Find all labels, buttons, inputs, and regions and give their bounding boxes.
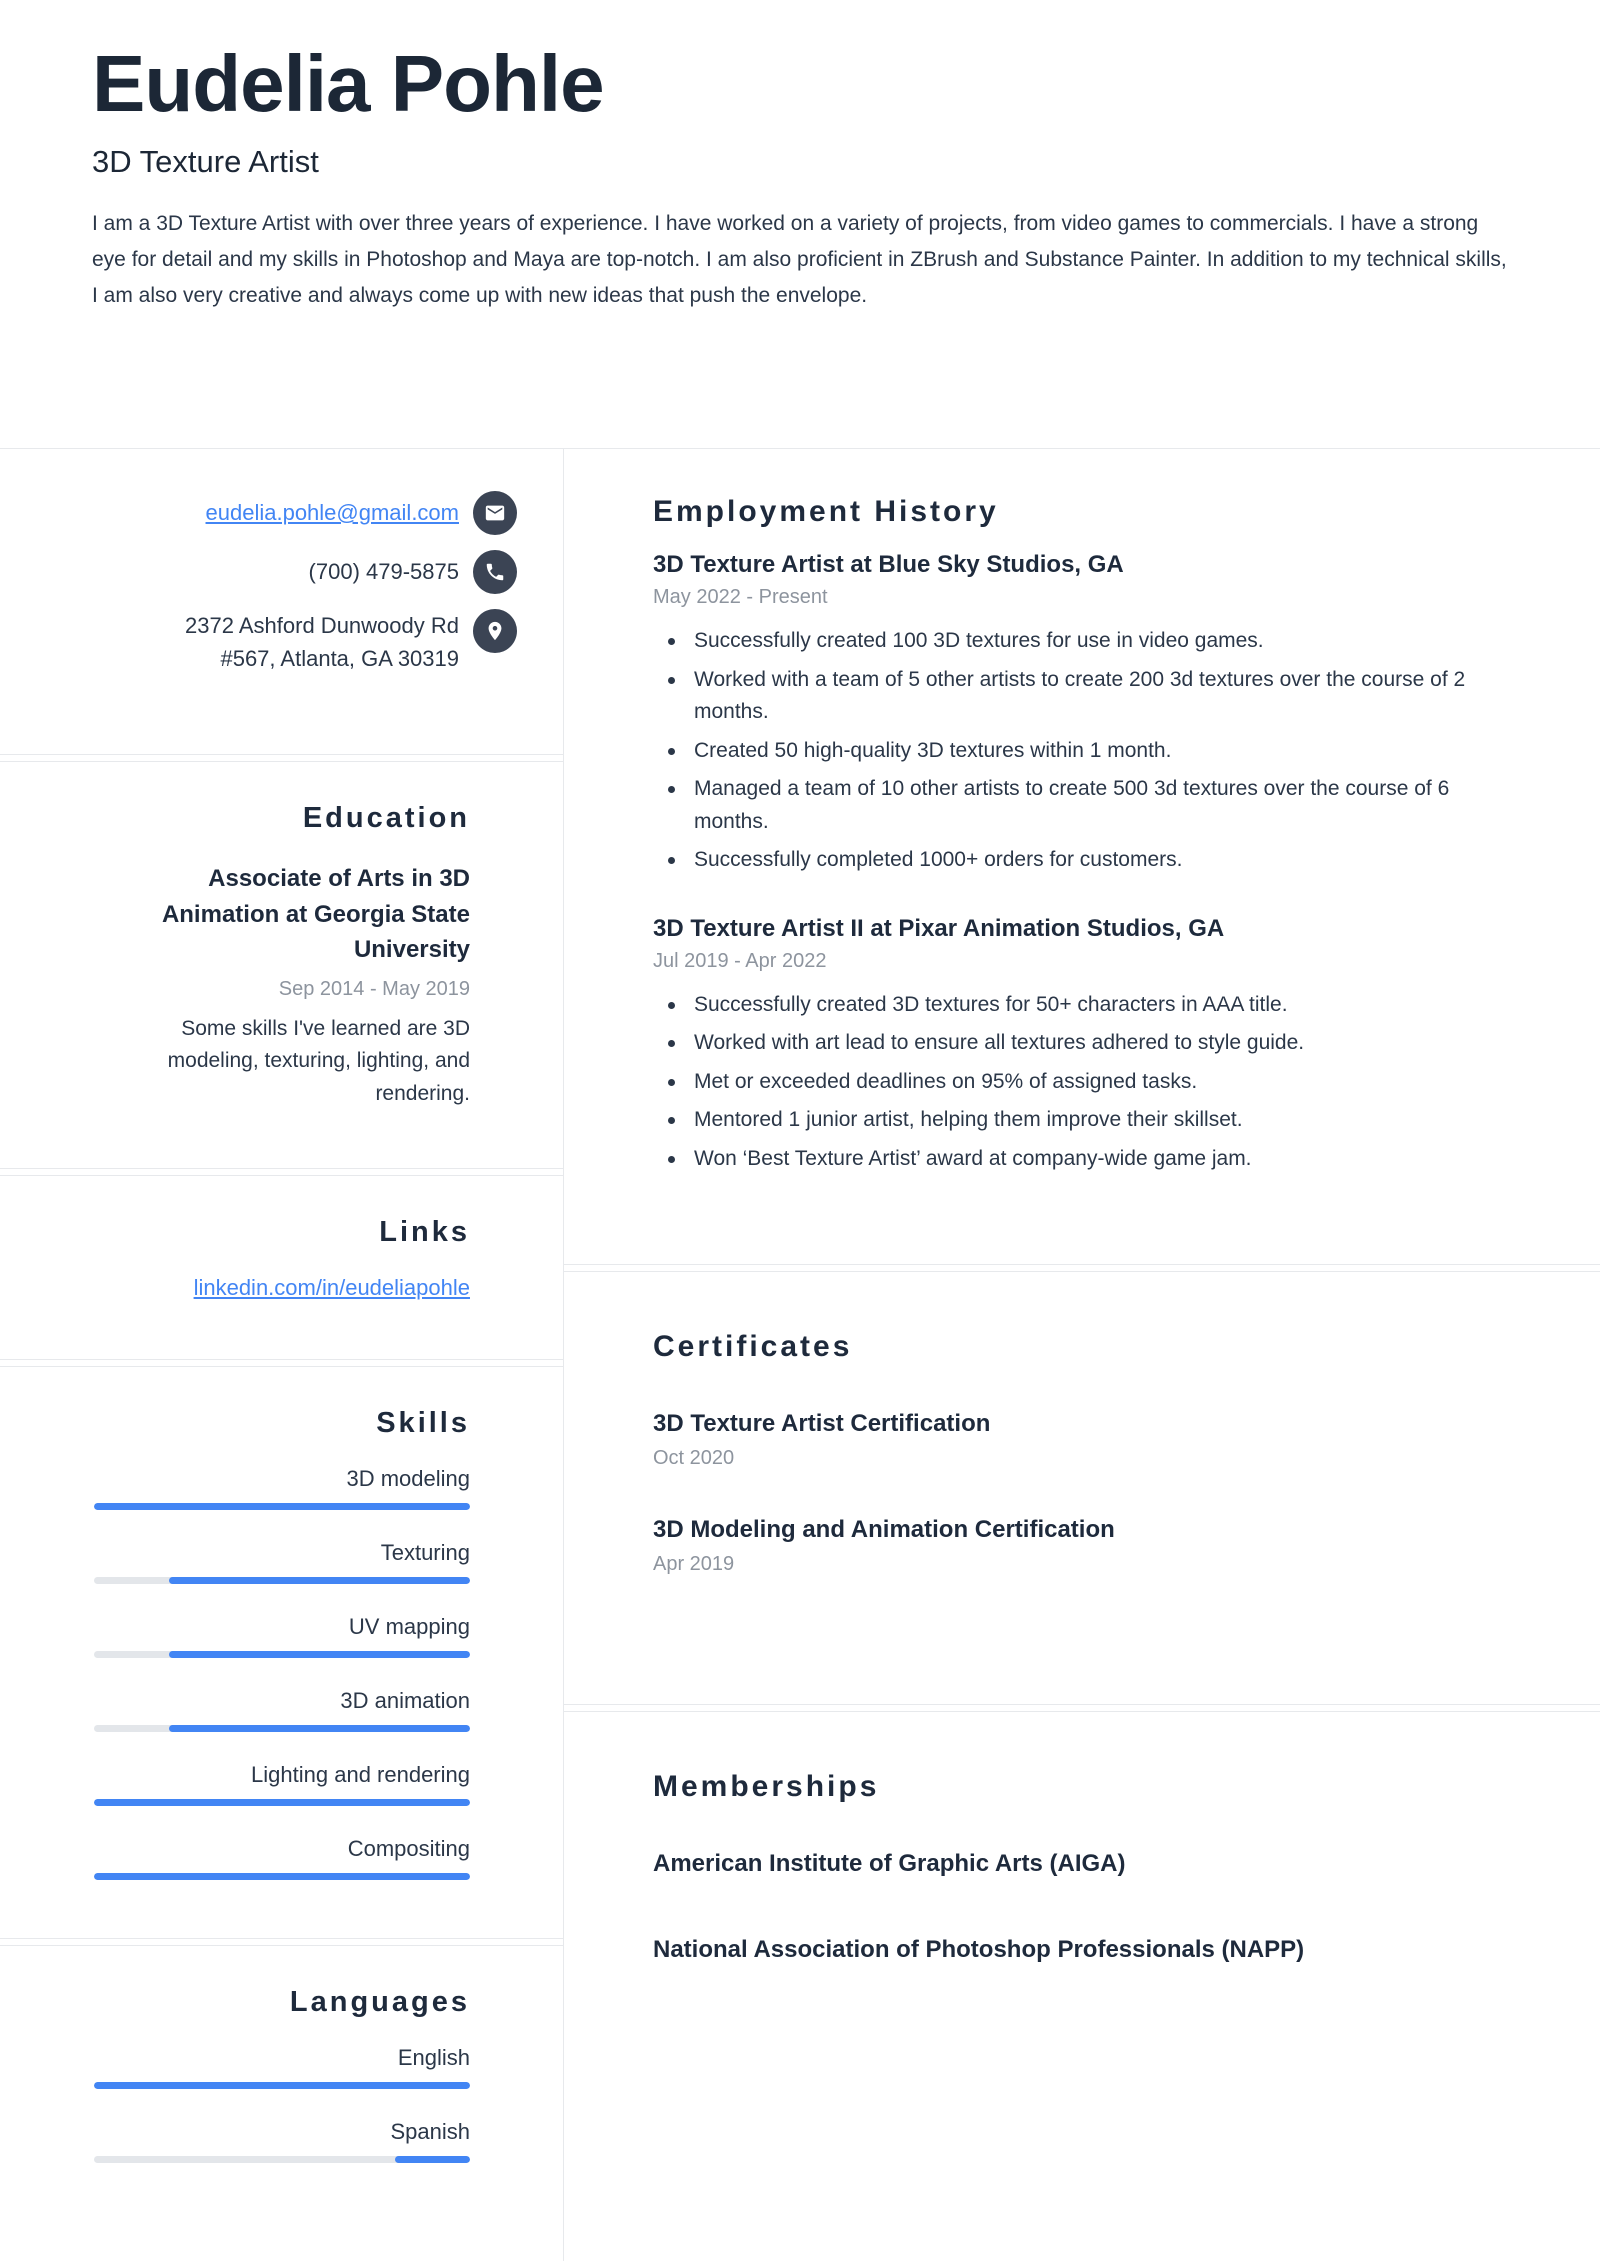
bullet-dot xyxy=(668,786,675,793)
phone-icon xyxy=(473,550,517,594)
job-bullet xyxy=(653,1066,1505,1099)
mail-icon xyxy=(473,491,517,535)
job-entry xyxy=(653,551,1505,877)
job-bullet xyxy=(653,625,1505,658)
membership-entry: American Institute of Graphic Arts (AIGA) xyxy=(653,1849,1126,1877)
skill-bar-fill xyxy=(94,1873,470,1880)
skill-bar xyxy=(94,1651,470,1658)
skill-item xyxy=(94,1466,470,1510)
bullet-dot xyxy=(668,1156,675,1163)
skill-label: 3D animation xyxy=(340,1688,470,1714)
bullet-text: Created 50 high-quality 3D textures within 1 month. xyxy=(694,738,1172,762)
bullet-dot xyxy=(668,1040,675,1047)
skills-section xyxy=(0,1366,563,1939)
links-heading: Links xyxy=(379,1216,470,1249)
skill-item xyxy=(94,1688,470,1732)
bullet-text: Worked with a team of 5 other artists to create 200 3d textures over the course of 2 months. xyxy=(694,667,1466,724)
job-bullet xyxy=(653,1027,1505,1060)
job-title: 3D Texture Artist at Blue Sky Studios, GA xyxy=(653,551,1124,578)
certificate-name: 3D Texture Artist Certification xyxy=(653,1409,991,1437)
bullet-dot xyxy=(668,638,675,645)
resume-header xyxy=(0,0,1600,448)
location-icon xyxy=(473,609,517,653)
bullet-text: Successfully created 100 3D textures for use in video games. xyxy=(694,629,1264,652)
bullet-text: Managed a team of 10 other artists to create 500 3d textures over the course of 6 months. xyxy=(694,777,1450,833)
skill-label: 3D modeling xyxy=(346,1466,470,1492)
skill-bar-fill xyxy=(94,1799,470,1806)
summary-text: I am a 3D Texture Artist with over three years of experience. I have worked on a variety of projects, from video games to commercials. I have a strong eye for detail and my skills in Photoshop and Maya are top-notch. I am also proficient in ZBrush and Substance Painter. In addition to my technical skills, I am also very creative and always come up with new ideas that push the envelope. xyxy=(92,212,1507,308)
skill-item xyxy=(94,1614,470,1658)
employment-heading: Employment History xyxy=(653,495,999,528)
contact-address-row xyxy=(94,609,517,675)
address-line-1: 2372 Ashford Dunwoody Rd xyxy=(185,613,459,638)
job-bullet xyxy=(653,989,1505,1022)
bullet-dot xyxy=(668,857,675,864)
job-dates: May 2022 - Present xyxy=(653,586,828,608)
contact-section xyxy=(0,449,563,755)
bullet-text: Worked with art lead to ensure all textures adhered to style guide. xyxy=(694,1031,1305,1055)
bullet-text: Mentored 1 junior artist, helping them improve their skillset. xyxy=(694,1108,1243,1132)
linkedin-link[interactable]: linkedin.com/in/eudeliapohle xyxy=(193,1275,470,1301)
education-description: Some skills I've learned are 3D modeling, texturing, lighting, and rendering. xyxy=(167,1016,470,1105)
skills-heading: Skills xyxy=(376,1407,470,1440)
certificates-heading: Certificates xyxy=(653,1329,853,1363)
contact-phone-row xyxy=(94,550,517,594)
education-dates: Sep 2014 - May 2019 xyxy=(278,977,470,1000)
job-bullet xyxy=(653,735,1505,768)
main-column xyxy=(564,449,1600,2261)
language-bar xyxy=(94,2082,470,2089)
address-text xyxy=(185,609,459,675)
language-item xyxy=(94,2045,470,2089)
job-bullet xyxy=(653,664,1505,729)
languages-heading: Languages xyxy=(289,1986,470,2019)
job-title: 3D Texture Artist II at Pixar Animation Studios, GA xyxy=(653,914,1225,942)
skill-bar-fill xyxy=(169,1577,470,1584)
memberships-section xyxy=(564,1711,1600,2261)
certificates-section xyxy=(564,1271,1600,1705)
language-bar-fill xyxy=(395,2156,470,2163)
skill-bar-fill xyxy=(94,1503,470,1510)
education-section xyxy=(0,761,563,1169)
links-section xyxy=(0,1175,563,1360)
skill-item xyxy=(94,1762,470,1806)
education-degree: Associate of Arts in 3D Animation at Georgia State University xyxy=(161,865,470,964)
skill-label: Lighting and rendering xyxy=(251,1762,470,1788)
employment-section xyxy=(564,449,1600,1265)
skill-label: Texturing xyxy=(380,1540,470,1566)
bullet-text: Won ‘Best Texture Artist’ award at company-wide game jam. xyxy=(694,1147,1252,1171)
bullet-dot xyxy=(668,1002,675,1009)
phone-number: (700) 479-5875 xyxy=(308,559,459,584)
language-label: English xyxy=(397,2045,470,2071)
memberships-heading: Memberships xyxy=(653,1769,880,1803)
language-label: Spanish xyxy=(390,2119,470,2145)
skill-label: UV mapping xyxy=(348,1614,470,1640)
skill-bar-fill xyxy=(169,1725,470,1732)
skill-bar xyxy=(94,1799,470,1806)
person-name: Eudelia Pohle xyxy=(92,39,604,128)
skill-label: Compositing xyxy=(347,1836,470,1862)
job-bullet xyxy=(653,1143,1505,1176)
bullet-dot xyxy=(668,677,675,684)
certificate-entry xyxy=(653,1410,1505,1470)
sidebar xyxy=(0,449,564,2261)
job-entry xyxy=(653,915,1505,1176)
certificate-entry xyxy=(653,1516,1505,1576)
skill-bar xyxy=(94,1503,470,1510)
membership-entry: National Association of Photoshop Professionals (NAPP) xyxy=(653,1935,1305,1963)
skill-item xyxy=(94,1836,470,1880)
bullet-text: Successfully completed 1000+ orders for customers. xyxy=(694,848,1183,872)
skill-bar xyxy=(94,1577,470,1584)
email-link[interactable]: eudelia.pohle@gmail.com xyxy=(205,500,459,525)
bullet-text: Successfully created 3D textures for 50+ characters in AAA title. xyxy=(694,992,1288,1016)
bullet-dot xyxy=(668,1079,675,1086)
language-item xyxy=(94,2119,470,2163)
address-line-2: #567, Atlanta, GA 30319 xyxy=(220,646,459,671)
skill-bar xyxy=(94,1873,470,1880)
job-dates: Jul 2019 - Apr 2022 xyxy=(653,949,827,972)
job-bullet xyxy=(653,1104,1505,1137)
job-bullet xyxy=(653,844,1505,877)
certificate-date: Apr 2019 xyxy=(653,1552,735,1575)
certificate-date: Oct 2020 xyxy=(653,1446,735,1469)
resume-body xyxy=(0,448,1600,2261)
skill-item xyxy=(94,1540,470,1584)
contact-email-row xyxy=(94,491,517,535)
certificate-name: 3D Modeling and Animation Certification xyxy=(653,1515,1115,1543)
languages-section xyxy=(0,1945,563,2261)
language-bar xyxy=(94,2156,470,2163)
language-bar-fill xyxy=(94,2082,470,2089)
skill-bar xyxy=(94,1725,470,1732)
bullet-dot xyxy=(668,748,675,755)
bullet-dot xyxy=(668,1117,675,1124)
job-bullet xyxy=(653,773,1505,838)
skill-bar-fill xyxy=(169,1651,470,1658)
education-heading: Education xyxy=(302,802,470,834)
person-job-title: 3D Texture Artist xyxy=(92,144,319,179)
bullet-text: Met or exceeded deadlines on 95% of assigned tasks. xyxy=(694,1069,1198,1093)
